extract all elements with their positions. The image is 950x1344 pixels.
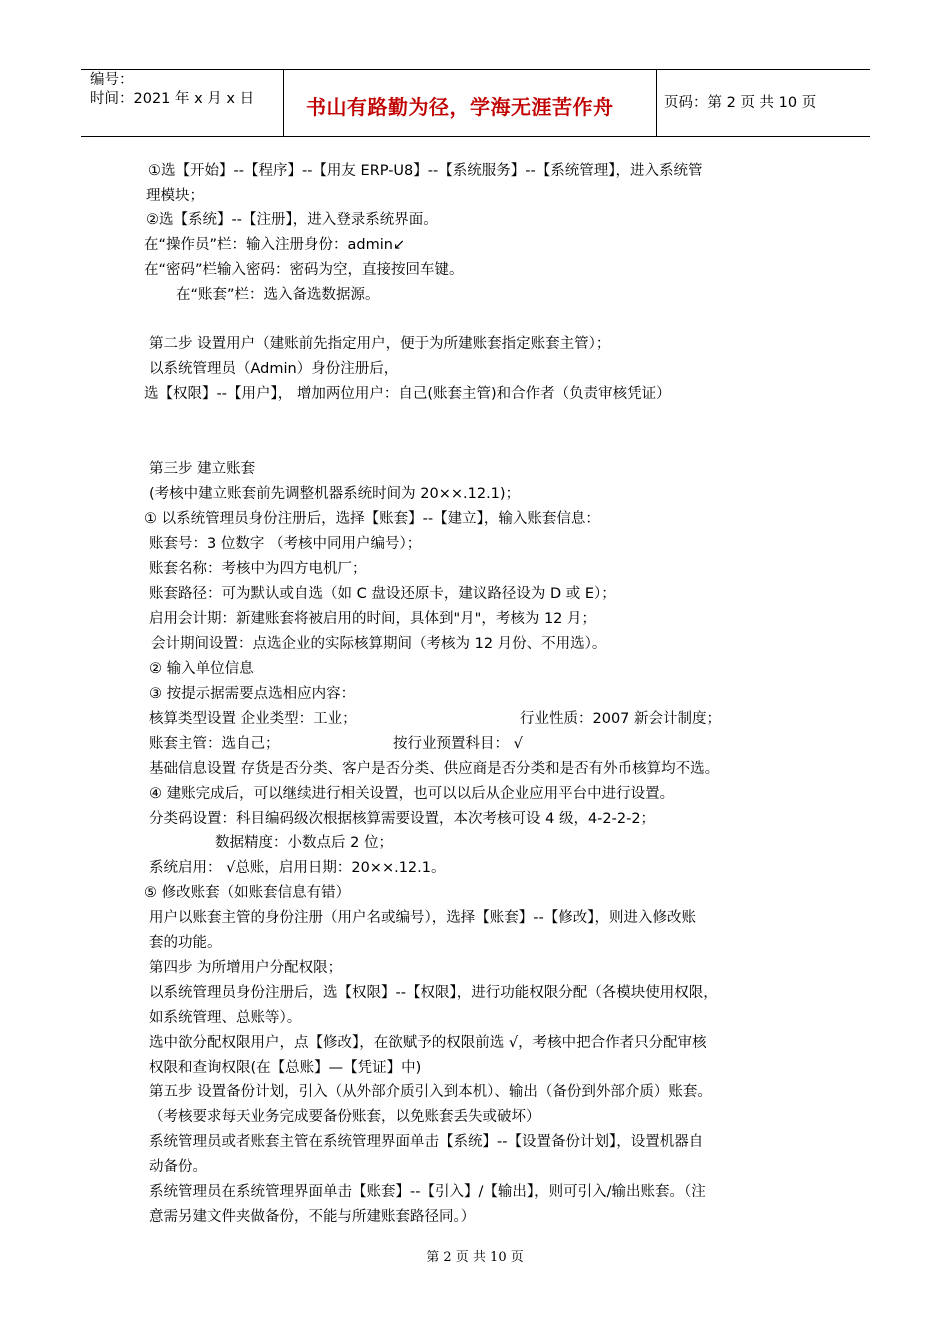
body-line: 套的功能。 [149, 935, 222, 951]
body-line: 系统管理员或者账套主管在系统管理界面单击【系统】--【设置备份计划】，设置机器自 [149, 1134, 704, 1150]
body-line: 账套路径：可为默认或自选（如 C 盘设还原卡，建议路径设为 D 或 E）； [149, 586, 616, 602]
body-line: 第五步 设置备份计划，引入（从外部介质引入到本机）、输出（备份到外部介质）账套。 [149, 1084, 712, 1100]
body-line: 数据精度：小数点后 2 位； [215, 835, 393, 851]
body-line: ② 输入单位信息 [149, 661, 254, 677]
body-line: 基础信息设置 存货是否分类、客户是否分类、供应商是否分类和是否有外币核算均不选。 [149, 761, 720, 777]
header-divider-right [656, 69, 657, 136]
body-line: 如系统管理、总账等）。 [149, 1010, 302, 1026]
body-line: 动备份。 [149, 1159, 207, 1175]
header-date-label: 时间：2021 年 x 月 x 日 [90, 91, 255, 107]
body-line: 权限和查询权限(在【总账】—【凭证】中) [149, 1060, 422, 1076]
body-line: 系统管理员在系统管理界面单击【账套】--【引入】/【输出】，则可引入/输出账套。（注 [149, 1184, 706, 1200]
body-line: 核算类型设置 企业类型：工业； [149, 711, 357, 727]
header-page-info: 页码：第 2 页 共 10 页 [664, 95, 817, 111]
header-top-rule [81, 69, 870, 70]
body-line: 在“密码”栏输入密码：密码为空，直接按回车键。 [144, 262, 464, 278]
body-line: 启用会计期：新建账套将被启用的时间，具体到"月"，考核为 12 月； [149, 611, 597, 627]
header-number-label: 编号： [90, 72, 134, 88]
body-line: 在“操作员”栏：输入注册身份：admin↙ [144, 237, 406, 253]
header-divider-left [283, 69, 284, 136]
body-line: 以系统管理员身份注册后，选【权限】--【权限】，进行功能权限分配（各模块使用权限， [149, 985, 718, 1001]
body-line: 系统启用： √总账，启用日期：20××.12.1。 [149, 860, 446, 876]
body-line: 账套号：3 位数字 （考核中同用户编号）； [149, 536, 422, 552]
body-line: 意需另建文件夹做备份，不能与所建账套路径同。） [149, 1209, 476, 1225]
body-line: 以系统管理员（Admin）身份注册后， [149, 361, 399, 377]
header-bottom-rule [81, 136, 870, 137]
body-line: ④ 建账完成后，可以继续进行相关设置，也可以以后从企业应用平台中进行设置。 [149, 786, 675, 802]
body-line: （考核要求每天业务完成要备份账套，以免账套丢失或破坏） [149, 1109, 541, 1125]
body-line: ① 以系统管理员身份注册后，选择【账套】--【建立】，输入账套信息： [144, 511, 600, 527]
header-motto: 书山有路勤为径，学海无涯苦作舟 [306, 95, 614, 119]
body-line: 行业性质：2007 新会计制度； [520, 711, 722, 727]
body-line: ③ 按提示据需要点选相应内容： [149, 686, 356, 702]
body-line: 按行业预置科目： √ [393, 736, 523, 752]
body-line: 在“账套”栏：选入备选数据源。 [176, 287, 380, 303]
body-line: ①选【开始】--【程序】--【用友 ERP-U8】--【系统服务】--【系统管理】，进入系统管 [148, 163, 703, 179]
body-line: 账套名称：考核中为四方电机厂； [149, 561, 367, 577]
body-line: (考核中建立账套前先调整机器系统时间为 20××.12.1)； [149, 486, 521, 502]
body-line: 第二步 设置用户（建账前先指定用户，便于为所建账套指定账套主管）； [149, 336, 611, 352]
body-line: 第四步 为所增用户分配权限； [149, 960, 343, 976]
body-line: 第三步 建立账套 [149, 461, 256, 477]
body-line: ②选【系统】--【注册】，进入登录系统界面。 [146, 212, 438, 228]
body-line: 选中欲分配权限用户，点【修改】，在欲赋予的权限前选 √，考核中把合作者只分配审核 [149, 1035, 707, 1051]
body-line: 理模块； [146, 188, 204, 204]
body-line: 用户以账套主管的身份注册（用户名或编号），选择【账套】--【修改】，则进入修改账 [149, 910, 696, 926]
body-line: 账套主管：选自己； [149, 736, 280, 752]
body-line: 分类码设置：科目编码级次根据核算需要设置，本次考核可设 4 级，4-2-2-2； [149, 811, 656, 827]
body-line: 会计期间设置：点选企业的实际核算期间（考核为 12 月份、不用选）。 [151, 636, 607, 652]
body-line: ⑤ 修改账套（如账套信息有错） [144, 885, 351, 901]
page-footer: 第 2 页 共 10 页 [426, 1250, 524, 1265]
body-line: 选【权限】--【用户】， 增加两位用户：自己(账套主管)和合作者（负责审核凭证） [144, 386, 671, 402]
